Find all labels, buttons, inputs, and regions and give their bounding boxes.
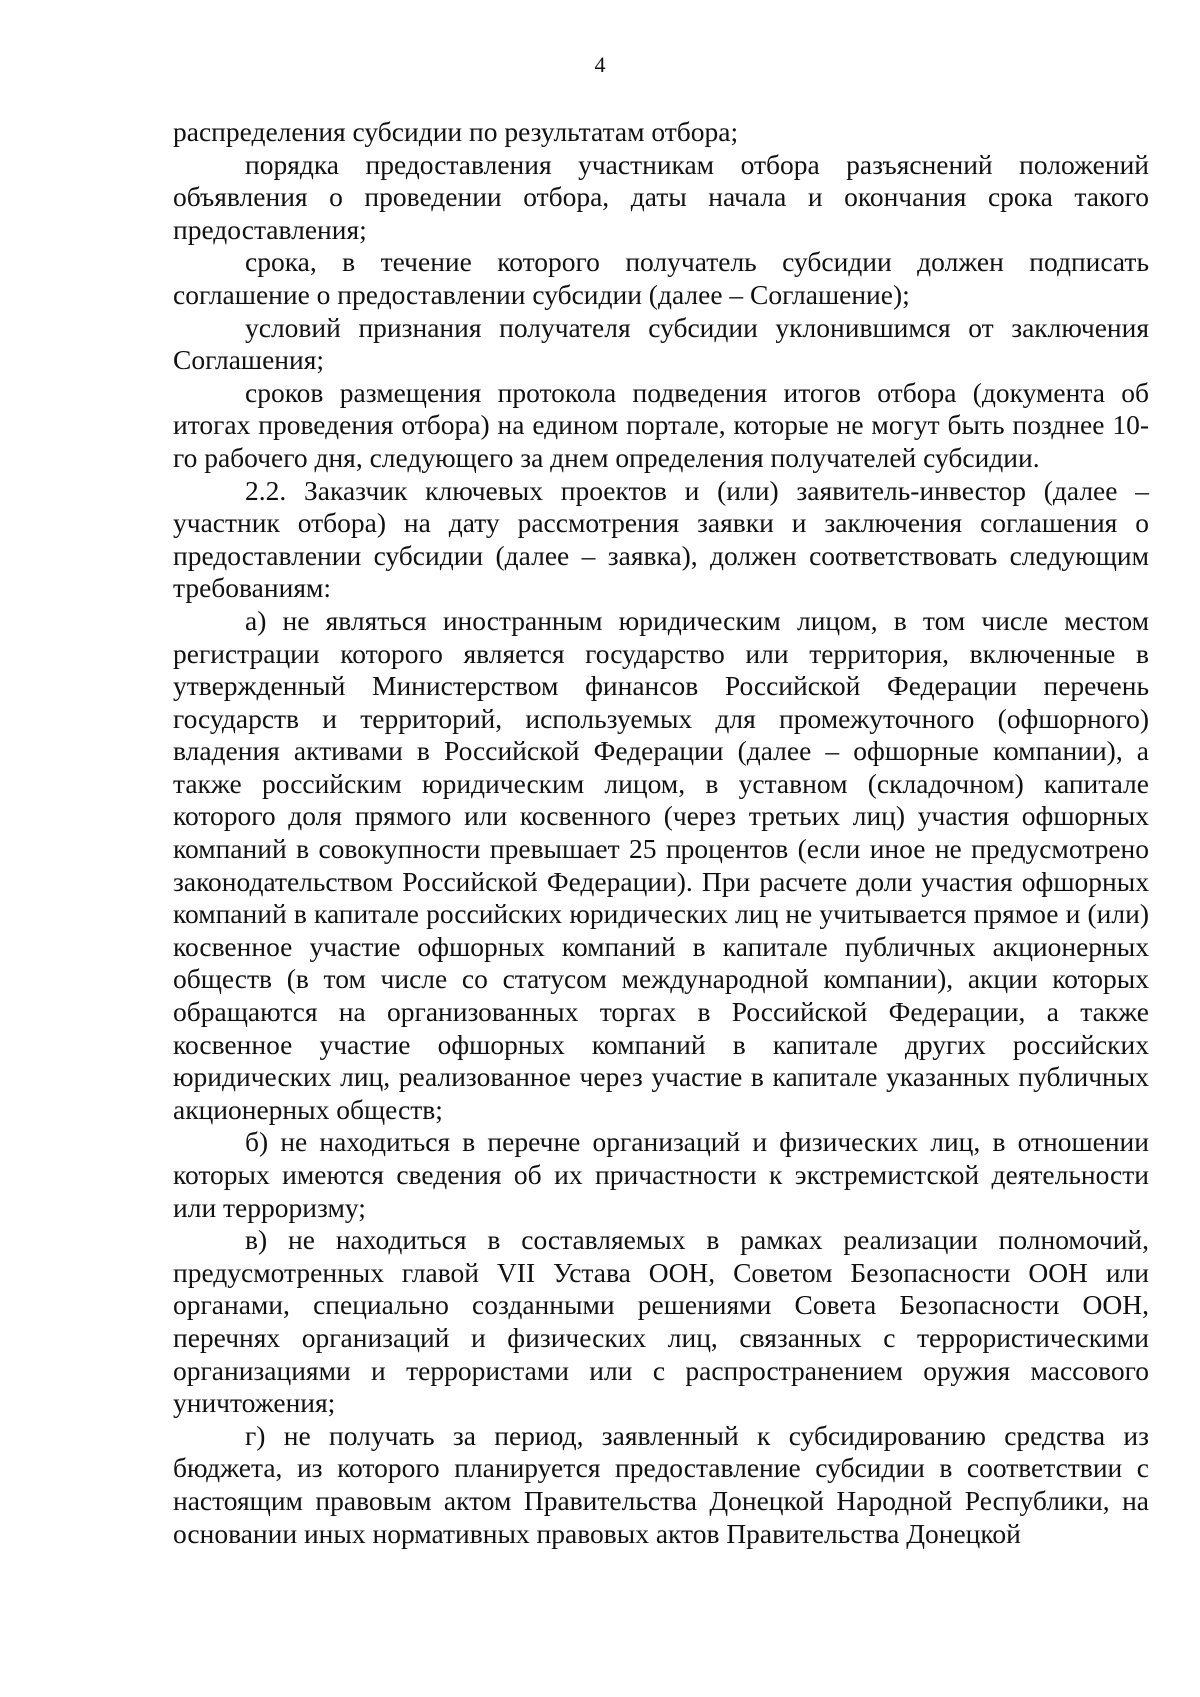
paragraph-evasion-conditions: условий признания получателя субсидии уклонившимся от заключения Соглашения; bbox=[173, 311, 1149, 376]
paragraph-section-2-2: 2.2. Заказчик ключевых проектов и (или) заявитель-инвестор (далее – участник отбора) на дату рассмотрения заявки и заключения соглашения о предоставлении субсидии (далее – заявка), должен соответствовать следующим требованиям: bbox=[173, 474, 1149, 604]
paragraph-item-a: а) не являться иностранным юридическим лицом, в том числе местом регистрации которого является государство или территория, включенные в утвержденный Министерством финансов Российской Федерации перечень государств и территорий, используемых для промежуточного (офшорного) владения активами в Российской Федерации (далее – офшорные компании), а также российским юридическим лицом, в уставном (складочном) капитале которого доля прямого или косвенного (через третьих лиц) участия офшорных компаний в совокупности превышает 25 процентов (если иное не предусмотрено законодательством Российской Федерации). При расчете доли участия офшорных компаний в капитале российских юридических лиц не учитывается прямое и (или) косвенное участие офшорных компаний в капитале публичных акционерных обществ (в том числе со статусом международной компании), акции которых обращаются на организованных торгах в Российской Федерации, а также косвенное участие офшорных компаний в капитале других российских юридических лиц, реализованное через участие в капитале указанных публичных акционерных обществ; bbox=[173, 604, 1149, 1125]
document-body bbox=[173, 116, 1149, 1550]
page-number: 4 bbox=[594, 52, 606, 77]
paragraph-item-v: в) не находиться в составляемых в рамках реализации полномочий, предусмотренных главой VII Устава ООН, Советом Безопасности ООН или органами, специально созданными решениями Совета Безопасности ООН, перечнях организаций и физических лиц, связанных с террористическими организациями и террористами или с распространением оружия массового уничтожения; bbox=[173, 1224, 1149, 1419]
paragraph-agreement-term: срока, в течение которого получатель субсидии должен подписать соглашение о предоставлении субсидии (далее – Соглашение); bbox=[173, 246, 1149, 310]
paragraph-clarification-procedure: порядка предоставления участникам отбора разъяснений положений объявления о проведении отбора, даты начала и окончания срока такого предоставления; bbox=[173, 148, 1149, 245]
paragraph-continuation: распределения субсидии по результатам отбора; bbox=[173, 116, 739, 147]
paragraph-item-b: б) не находиться в перечне организаций и физических лиц, в отношении которых имеются сведения об их причастности к экстремистской деятельности или терроризму; bbox=[173, 1126, 1149, 1223]
paragraph-protocol-terms: сроков размещения протокола подведения итогов отбора (документа об итогах проведения отбора) на едином портале, которые не могут быть позднее 10-го рабочего дня, следующего за днем определения получателей субсидии. bbox=[173, 376, 1149, 473]
paragraph-item-g: г) не получать за период, заявленный к субсидированию средства из бюджета, из которого планируется предоставление субсидии в соответствии с настоящим правовым актом Правительства Донецкой Народной Республики, на основании иных нормативных правовых актов Правительства Донецкой bbox=[173, 1419, 1149, 1549]
